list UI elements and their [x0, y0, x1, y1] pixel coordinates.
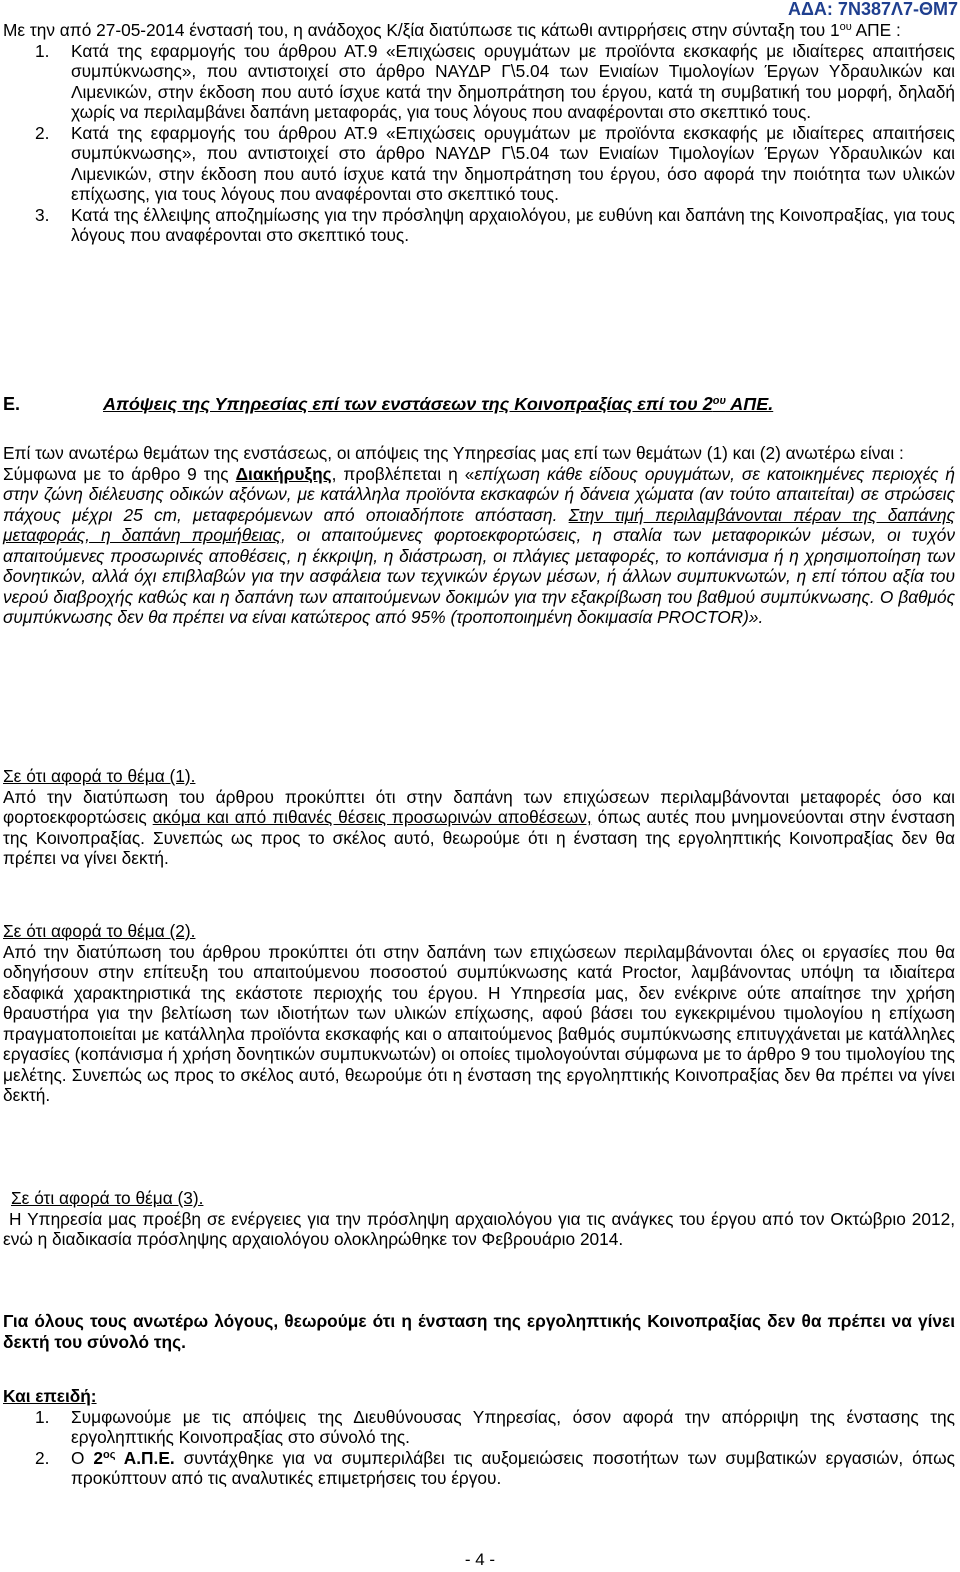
objection-1: 1. Κατά της εφαρμογής του άρθρου ΑΤ.9 «Επιχώσεις ορυγμάτων με προϊόντα εκσκαφής με ιδιαίτερες απαιτήσεις συμπύκνωσης», που αντιστοιχεί στο άρθρο ΝΑΥΔΡ Γ\5.04 των Ενιαίων Τιμολογίων Έργων Υδραυλικών και Λιμενικών, στην έκδοση που αυτό ίσχυε κατά την δημοπράτηση του έργου, κατά τη συμβατική του μορφή, δηλαδή χωρίς να περιλαμβάνει δαπάνη μεταφοράς, για τους λόγους που αναφέρονται στο σκεπτικό τους.: [35, 40, 955, 122]
topic-1-block: [3, 766, 955, 869]
section-e-heading: Ε. Απόψεις της Υπηρεσίας επί των ενστάσεων της Κοινοπραξίας επί του $2^{o\upsilon}$ ΑΠΕ.: [3, 394, 774, 414]
views-block: [3, 443, 955, 628]
conclusion-text: Για όλους τους ανωτέρω λόγους, θεωρούμε ότι η ένσταση της εργοληπτικής Κοινοπραξίας δεν θα πρέπει να γίνει δεκτή του σύνολό της.: [3, 1311, 955, 1352]
intro-paragraph: Με την από 27-05-2014 ένστασή του, η ανάδοχος Κ/ξία διατύπωσε τις κάτωθι αντιρρήσεις στην σύνταξη του $1^{o\upsilon}$ ΑΠΕ :: [3, 20, 901, 40]
objection-3: 3. Κατά της έλλειψης αποζημίωσης για την πρόσληψη αρχαιολόγου, με ευθύνη και δαπάνη της Κοινοπραξίας, για τους λόγους που αναφέρονται στο σκεπτικό τους.: [35, 204, 955, 245]
topic-3-heading: Σε ότι αφορά το θέμα (3).: [11, 1188, 204, 1208]
topic-1-heading: Σε ότι αφορά το θέμα (1).: [3, 766, 196, 786]
topic-1-text: Από την διατύπωση του άρθρου προκύπτει ότι στην δαπάνη των επιχώσεων περιλαμβάνονται μεταφορές όσο και φορτοεκφορτώσεις ακόμα και από πιθανές θέσεις προσωρινών αποθέσεων, όπως αυτές που μνημονεύονται στην ένσταση της Κοινοπραξίας. Συνεπώς ως προς το σκέλος αυτό, θεωρούμε ότι η ένσταση της εργοληπτικής Κοινοπραξίας δεν θα πρέπει να γίνει δεκτή.: [3, 786, 956, 868]
ada-code: ΑΔΑ: 7Ν387Λ7-ΘΜ7: [788, 0, 958, 19]
since-item-2: 2. Ο $2^{o\varsigma}$ Α.Π.Ε. συντάχθηκε για να συμπεριλάβει τις αυξομειώσεις ποσοτήτων των συμβατικών εργασιών, όπως προκύπτουν από τις αναλυτικές επιμετρήσεις του έργου.: [35, 1447, 955, 1488]
topic-2-heading: Σε ότι αφορά το θέμα (2).: [3, 921, 196, 941]
objections-block: [3, 20, 955, 246]
topic-2-block: [3, 921, 955, 1106]
views-intro: Επί των ανωτέρω θεμάτων της ενστάσεως, οι απόψεις της Υπηρεσίας μας επί των θεμάτων (1) και (2) ανωτέρω είναι :: [3, 443, 904, 463]
objection-2: 2. Κατά της εφαρμογής του άρθρου ΑΤ.9 «Επιχώσεις ορυγμάτων με προϊόντα εκσκαφής με ιδιαίτερες απαιτήσεις συμπύκνωσης», που αντιστοιχεί στο άρθρο ΝΑΥΔΡ Γ\5.04 των Ενιαίων Τιμολογίων Έργων Υδραυλικών και Λιμενικών, στην έκδοση που αυτό ίσχυε κατά την δημοπράτηση του έργου, όσο αφορά την ποιότητα των υλικών επίχωσης, για τους λόγους που αναφέρονται στο σκεπτικό τους.: [35, 122, 955, 204]
since-heading: Και επειδή:: [3, 1386, 97, 1406]
topic-2-text: Από την διατύπωση του άρθρου προκύπτει ότι στην δαπάνη των επιχώσεων περιλαμβάνονται όλες οι εργασίες που θα οδηγήσουν στην επίτευξη του απαιτούμενου ποσοστού συμπύκνωσης κατά Proctor, λαμβάνοντας υπόψη τα ιδιαίτερα εδαφικά χαρακτηριστικά της εκάστοτε περιοχής του έργου. Η Υπηρεσία μας, δεν ενέκρινε ούτε απαίτησε την χρήση θραυστήρα για την βελτίωση των ιδιοτήτων των υλικών επίχωσης, αφού βάσει του εγκεκριμένου τιμολογίου η επίχωση πραγματοποιείται με κατάλληλα προϊόντα εκσκαφής και ο απαιτούμενος βαθμός συμπύκνωσης επιτυγχάνεται με κατάλληλες εργασίες (κοπάνισμα ή χρήση δονητικών συμπυκνωτών) οι οποίες τιμολογούνται σύμφωνα με το άρθρο 9 του τιμολογίου της μελέτης. Συνεπώς ως προς το σκέλος αυτό, θεωρούμε ότι η ένσταση της εργοληπτικής Κοινοπραξίας δεν θα πρέπει να γίνει δεκτή.: [3, 941, 955, 1105]
page-number: - 4 -: [464, 1550, 496, 1569]
conclusion-block: [3, 1311, 955, 1352]
topic-3-text: Η Υπηρεσία μας προέβη σε ενέργειες για την πρόσληψη αρχαιολόγου για τις ανάγκες του έργου από τον Οκτώβριο 2012, ενώ η διαδικασία πρόσληψης αρχαιολόγου ολοκληρώθηκε τον Φεβρουάριο 2014.: [3, 1208, 955, 1249]
since-block: [3, 1386, 955, 1489]
topic-3-block: [3, 1188, 955, 1250]
declaration-paragraph: Σύμφωνα με το άρθρο 9 της Διακήρυξης, προβλέπεται η «επίχωση κάθε είδους ορυγμάτων, σε κατοικημένες περιοχές ή στην ζώνη διέλευσης οδικών αξόνων, με κατάλληλα προϊόντα εκσκαφών ή δάνεια χώματα (αν τούτο απαιτείται) σε στρώσεις πάχους μέχρι 25 cm, μεταφερόμενων από οποιαδήποτε απόσταση. Στην τιμή περιλαμβάνονται πέραν της δαπάνης μεταφοράς, η δαπάνη προμήθειας, οι απαιτούμενες φορτοεκφορτώσεις, η σταλία των μεταφορικών μέσων, οι τυχόν απαιτούμενες προσωρινές αποθέσεις, η έκκριψη, η διάστρωση, οι πλάγιες μεταφορές, το κοπάνισμα ή η χρησιμοποίηση των δονητικών, αλλά όχι επιβλαβών για την ασφάλεια των τεχνικών έργων μέσων, ή άλλων συμπυκνωτών, η επί τόπου αξία του νερού διαβροχής καθώς και η δαπάνη των απαιτούμενων δοκιμών για την εξακρίβωση του βαθμού συμπύκνωσης. Ο βαθμός συμπύκνωσης δεν θα πρέπει να είναι κατώτερος από 95% (τροποποιημένη δοκιμασία PROCTOR)».: [3, 463, 955, 627]
since-item-1: 1. Συμφωνούμε με τις απόψεις της Διευθύνουσας Υπηρεσίας, όσον αφορά την απόρριψη της ένστασης της εργοληπτικής Κοινοπραξίας στο σύνολό της.: [35, 1406, 955, 1447]
